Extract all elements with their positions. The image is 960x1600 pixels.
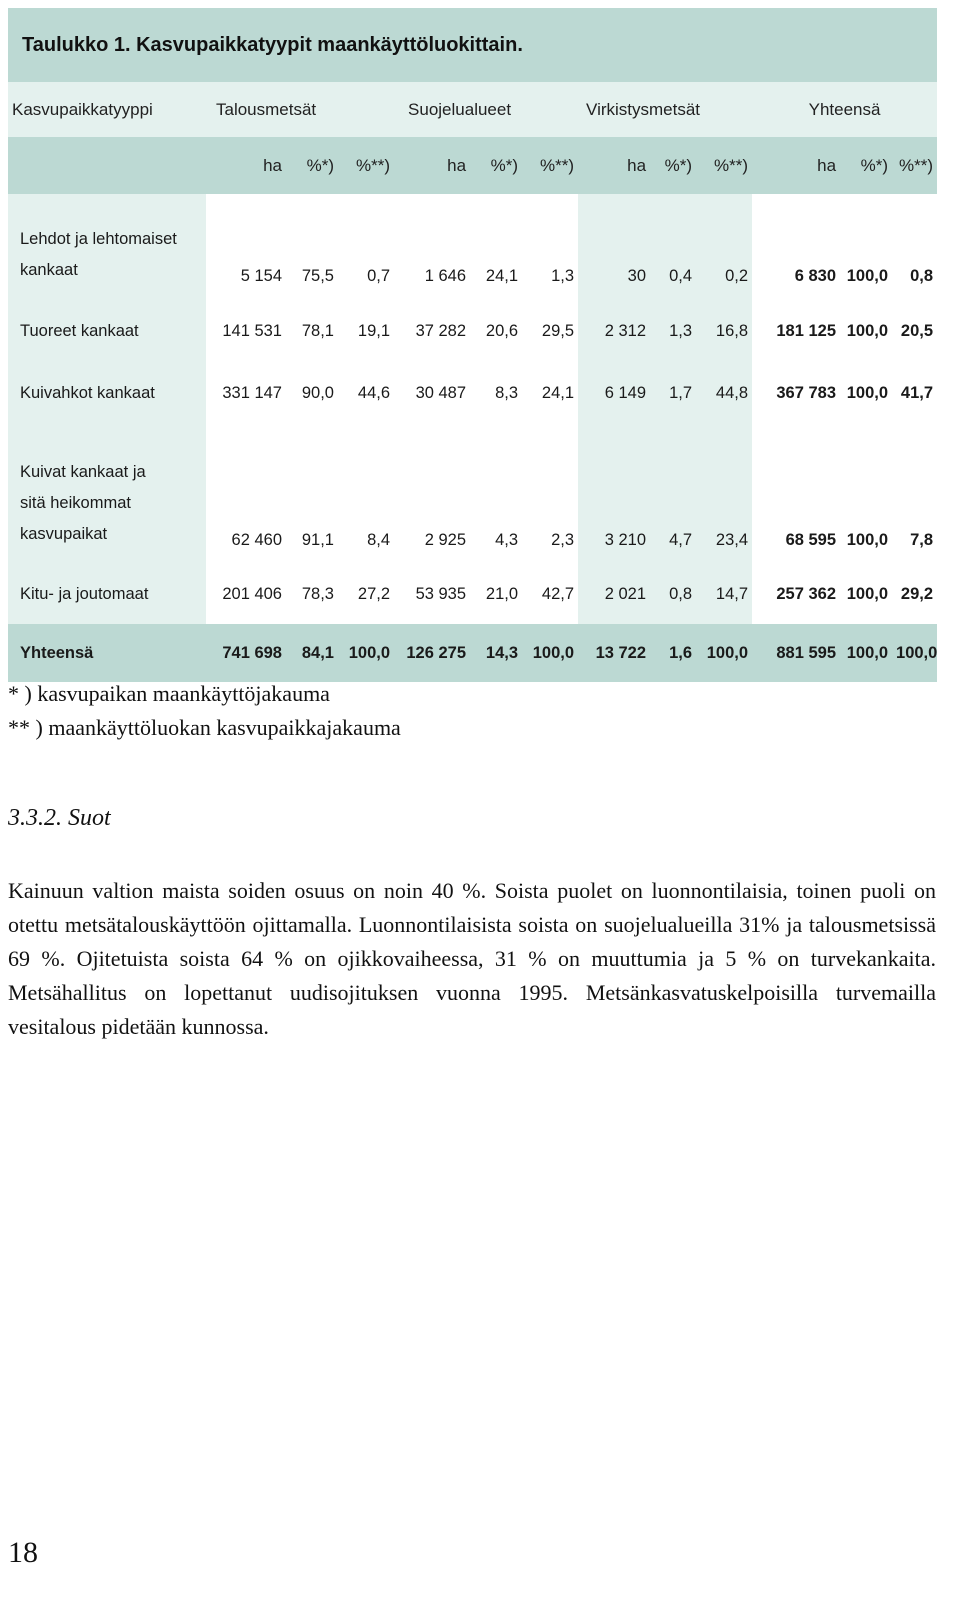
table-row <box>8 194 937 300</box>
table-cell: 23,4 <box>696 424 752 564</box>
table-cell: 0,8 <box>650 564 696 624</box>
total-cell: 741 698 <box>206 624 286 682</box>
total-row <box>8 624 937 682</box>
row-label: Kuivat kankaat ja sitä heikommat kasvupaikat <box>8 424 206 564</box>
row-label: Kitu- ja joutomaat <box>8 564 206 624</box>
table-cell: 1,3 <box>650 300 696 362</box>
footnotes <box>8 677 938 745</box>
table-cell: 24,1 <box>522 362 578 424</box>
sub-header-cell: ha <box>394 137 470 194</box>
table-cell: 19,1 <box>338 300 394 362</box>
table-cell: 62 460 <box>206 424 286 564</box>
sub-header-cell: ha <box>206 137 286 194</box>
table-cell: 75,5 <box>286 194 338 300</box>
sub-header-cell: %*) <box>470 137 522 194</box>
table-cell: 0,7 <box>338 194 394 300</box>
total-cell: 14,3 <box>470 624 522 682</box>
table-cell: 90,0 <box>286 362 338 424</box>
total-cell: 13 722 <box>578 624 650 682</box>
table-cell: 91,1 <box>286 424 338 564</box>
row-label: Lehdot ja lehtomaiset kankaat <box>8 194 206 300</box>
table-title: Taulukko 1. Kasvupaikkatyypit maankäyttöluokittain. <box>8 8 937 82</box>
table-cell: 53 935 <box>394 564 470 624</box>
table-cell: 41,7 <box>892 362 937 424</box>
total-cell: 100,0 <box>338 624 394 682</box>
page-number: 18 <box>8 1536 38 1569</box>
table-cell: 21,0 <box>470 564 522 624</box>
total-cell: 100,0 <box>522 624 578 682</box>
table-row <box>8 424 937 564</box>
total-cell: 100,0 <box>892 624 937 682</box>
table-cell: 201 406 <box>206 564 286 624</box>
footnote: * ) kasvupaikan maankäyttöjakauma <box>8 681 330 706</box>
total-cell: 100,0 <box>840 624 892 682</box>
table-cell: 100,0 <box>840 194 892 300</box>
table-cell: 44,6 <box>338 362 394 424</box>
table-cell: 44,8 <box>696 362 752 424</box>
sub-header-cell: %**) <box>892 137 937 194</box>
table-cell: 0,2 <box>696 194 752 300</box>
table-cell: 8,3 <box>470 362 522 424</box>
table-row <box>8 300 937 362</box>
land-use-table <box>8 8 937 682</box>
sub-header-empty <box>8 137 206 194</box>
table-cell: 331 147 <box>206 362 286 424</box>
header-virkistysmetsat: Virkistysmetsät <box>578 82 752 137</box>
table-cell: 3 210 <box>578 424 650 564</box>
table-cell: 2,3 <box>522 424 578 564</box>
table-cell: 4,7 <box>650 424 696 564</box>
footnote: ** ) maankäyttöluokan kasvupaikkajakauma <box>8 715 401 740</box>
table-cell: 16,8 <box>696 300 752 362</box>
header-suojelualueet: Suojelualueet <box>394 82 578 137</box>
body-paragraph: Kainuun valtion maista soiden osuus on noin 40 %. Soista puolet on luonnontilaisia, toinen puoli on otettu metsätalouskäyttöön ojittamalla. Luonnontilaisista soista on suojelualueilla 31% ja talousmetsissä 69 %. Ojitetuista soista 64 % on ojikkovaiheessa, 31 % on muuttumia ja 5 % on turvekankaita. Metsähallitus on lopettanut uudisojituksen vuonna 1995. Metsänkasvatuskelpoisilla turvemailla vesitalous pidetään kunnossa. <box>8 878 936 1039</box>
table-cell: 37 282 <box>394 300 470 362</box>
table-cell: 78,1 <box>286 300 338 362</box>
table-cell: 4,3 <box>470 424 522 564</box>
table-cell: 0,4 <box>650 194 696 300</box>
table-cell: 20,5 <box>892 300 937 362</box>
header-talousmetsat: Talousmetsät <box>206 82 394 137</box>
sub-header-row <box>8 137 937 194</box>
table-row <box>8 362 937 424</box>
total-cell: 84,1 <box>286 624 338 682</box>
total-cell: 126 275 <box>394 624 470 682</box>
table-cell: 29,5 <box>522 300 578 362</box>
sub-header-cell: %**) <box>338 137 394 194</box>
total-label: Yhteensä <box>8 624 206 682</box>
total-cell: 1,6 <box>650 624 696 682</box>
table-cell: 100,0 <box>840 564 892 624</box>
table-cell: 14,7 <box>696 564 752 624</box>
table-cell: 257 362 <box>752 564 840 624</box>
table-cell: 5 154 <box>206 194 286 300</box>
sub-header-cell: ha <box>578 137 650 194</box>
total-cell: 881 595 <box>752 624 840 682</box>
table-cell: 1 646 <box>394 194 470 300</box>
sub-header-cell: %**) <box>522 137 578 194</box>
table-cell: 6 149 <box>578 362 650 424</box>
table-cell: 1,7 <box>650 362 696 424</box>
table-cell: 100,0 <box>840 300 892 362</box>
sub-header-cell: ha <box>752 137 840 194</box>
table-cell: 6 830 <box>752 194 840 300</box>
table-cell: 181 125 <box>752 300 840 362</box>
table-cell: 78,3 <box>286 564 338 624</box>
table-cell: 0,8 <box>892 194 937 300</box>
table-cell: 2 021 <box>578 564 650 624</box>
table-cell: 30 <box>578 194 650 300</box>
table-cell: 27,2 <box>338 564 394 624</box>
total-cell: 100,0 <box>696 624 752 682</box>
table-row <box>8 564 937 624</box>
section-heading: 3.3.2. Suot <box>8 805 111 831</box>
table-cell: 8,4 <box>338 424 394 564</box>
data-table <box>8 82 937 682</box>
sub-header-cell: %*) <box>840 137 892 194</box>
table-cell: 100,0 <box>840 362 892 424</box>
row-label: Kuivahkot kankaat <box>8 362 206 424</box>
table-cell: 1,3 <box>522 194 578 300</box>
group-header-row <box>8 82 937 137</box>
table-cell: 2 925 <box>394 424 470 564</box>
table-cell: 100,0 <box>840 424 892 564</box>
row-label: Tuoreet kankaat <box>8 300 206 362</box>
table-cell: 42,7 <box>522 564 578 624</box>
sub-header-cell: %*) <box>286 137 338 194</box>
table-cell: 7,8 <box>892 424 937 564</box>
table-cell: 29,2 <box>892 564 937 624</box>
header-yhteensa: Yhteensä <box>752 82 937 137</box>
table-cell: 20,6 <box>470 300 522 362</box>
table-cell: 2 312 <box>578 300 650 362</box>
header-kasvupaikkatyyppi: Kasvupaikkatyyppi <box>8 82 206 137</box>
table-cell: 30 487 <box>394 362 470 424</box>
sub-header-cell: %**) <box>696 137 752 194</box>
sub-header-cell: %*) <box>650 137 696 194</box>
table-cell: 68 595 <box>752 424 840 564</box>
table-cell: 367 783 <box>752 362 840 424</box>
table-cell: 141 531 <box>206 300 286 362</box>
table-cell: 24,1 <box>470 194 522 300</box>
